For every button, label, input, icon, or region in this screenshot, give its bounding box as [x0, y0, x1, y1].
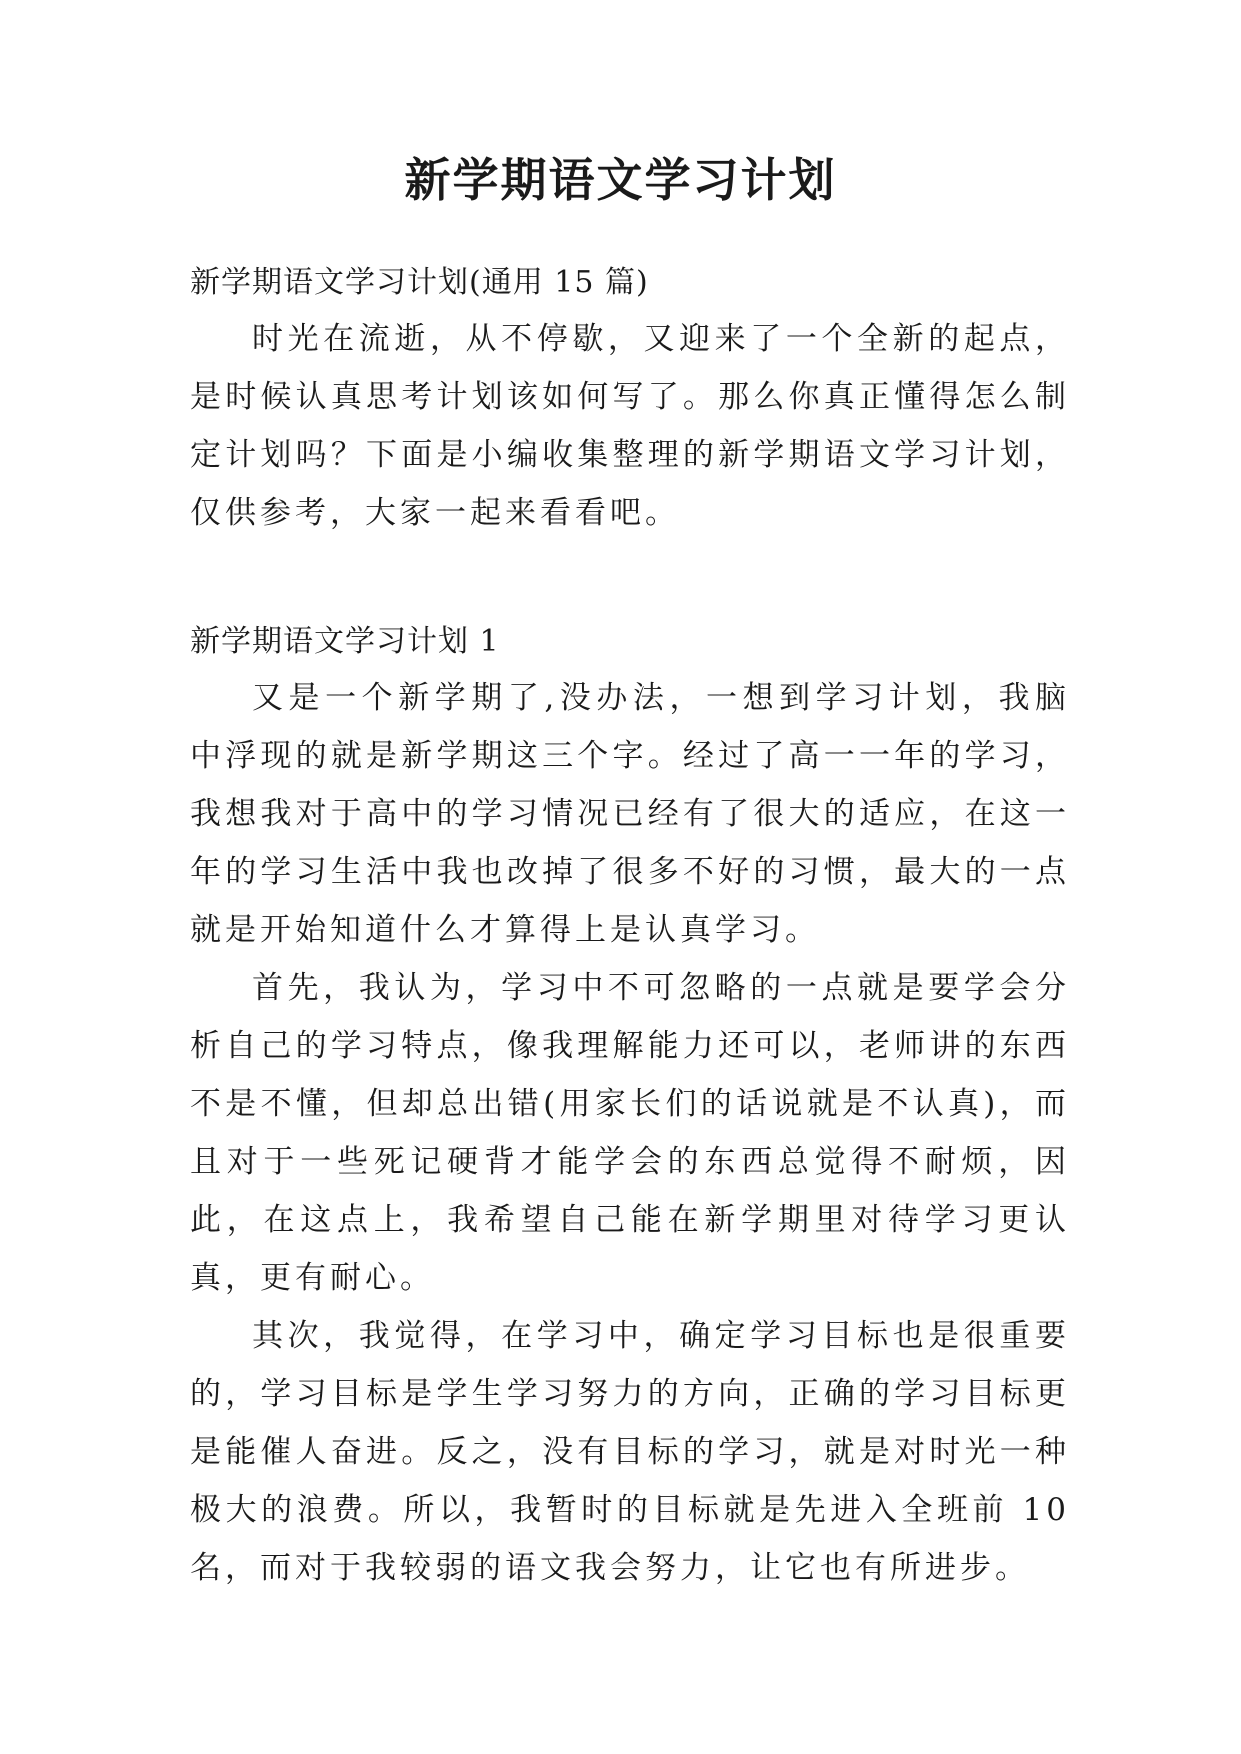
document-title: 新学期语文学习计划 — [404, 153, 837, 207]
intro-heading: 新学期语文学习计划(通用 15 篇) — [190, 265, 649, 300]
section1-paragraph: 首先，我认为，学习中不可忽略的一点就是要学会分析自己的学习特点，像我理解能力还可以，老师讲的东西不是不懂，但却总出错(用家长们的话说就是不认真)，而且对于一些死记硬背才能学会的东西总觉得不耐烦，因此，在这点上，我希望自己能在新学期里对待学习更认真，更有耐心。 — [190, 970, 1070, 1296]
intro-paragraph: 时光在流逝，从不停歇，又迎来了一个全新的起点，是时候认真思考计划该如何写了。那么你真正懂得怎么制定计划吗？下面是小编收集整理的新学期语文学习计划，仅供参考，大家一起来看看吧。 — [190, 321, 1070, 531]
section-spacer — [190, 542, 1070, 614]
section1-heading: 新学期语文学习计划 1 — [190, 624, 500, 659]
section1-paragraph: 其次，我觉得，在学习中，确定学习目标也是很重要的，学习目标是学生学习努力的方向，正确的学习目标更是能催人奋进。反之，没有目标的学习，就是对时光一种极大的浪费。所以，我暂时的目标就是先进入全班前 10 名，而对于我较弱的语文我会努力，让它也有所进步。 — [190, 1318, 1070, 1586]
document-body — [190, 255, 1070, 1597]
section1-paragraph: 又是一个新学期了,没办法，一想到学习计划，我脑中浮现的就是新学期这三个字。经过了高一一年的学习，我想我对于高中的学习情况已经有了很大的适应，在这一年的学习生活中我也改掉了很多不好的习惯，最大的一点就是开始知道什么才算得上是认真学习。 — [190, 680, 1070, 948]
